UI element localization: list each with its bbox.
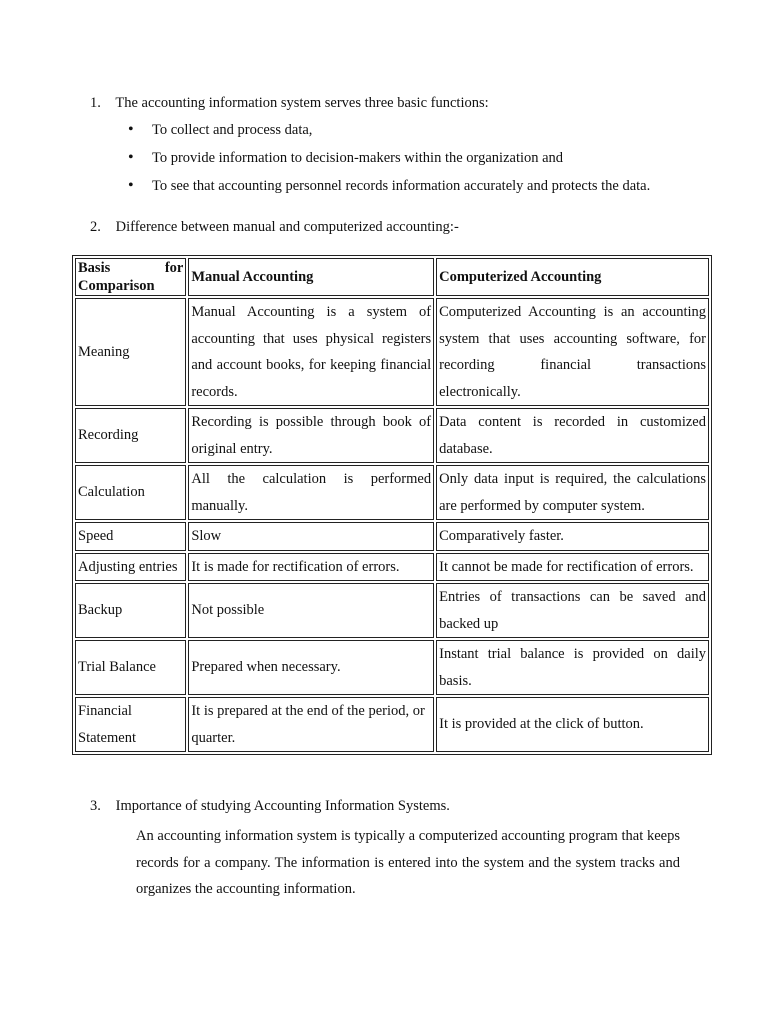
row-manual: Recording is possible through book of original entry.: [188, 408, 434, 463]
table-row: [75, 465, 709, 520]
table-row: [75, 522, 709, 551]
row-manual: It is made for rectification of errors.: [188, 553, 434, 582]
row-computerized: Entries of transactions can be saved and backed up: [436, 583, 709, 638]
row-manual: Slow: [188, 522, 434, 551]
row-basis: Adjusting entries: [75, 553, 186, 582]
section-2-number: 2.: [90, 219, 101, 235]
row-basis: Meaning: [75, 298, 186, 406]
section-1-number: 1.: [90, 95, 101, 111]
list-item: • To collect and process data,: [128, 121, 313, 138]
row-manual: It is prepared at the end of the period, or quarter.: [188, 697, 434, 752]
bullet-icon: •: [128, 121, 134, 138]
row-basis: Speed: [75, 522, 186, 551]
table-row: [75, 408, 709, 463]
functions-list: [90, 120, 730, 204]
row-computerized: Comparatively faster.: [436, 522, 709, 551]
section-importance: [90, 795, 690, 903]
table-row: [75, 697, 709, 752]
section-1-heading: [90, 92, 730, 114]
importance-paragraph: An accounting information system is typically a computerized accounting program that keeps records for a company. The information is entered into the system and the system tracks and organizes the accounting information.: [136, 828, 680, 897]
list-item: • To see that accounting personnel records information accurately and protects the data.: [128, 177, 651, 194]
bullet-icon: •: [128, 177, 134, 194]
row-manual: All the calculation is performed manually.: [188, 465, 434, 520]
row-manual: Prepared when necessary.: [188, 640, 434, 695]
section-3-number: 3.: [90, 798, 101, 814]
section-3-text: Importance of studying Accounting Information Systems.: [115, 798, 450, 814]
header-manual: Manual Accounting: [188, 258, 434, 296]
bullet-icon: •: [128, 149, 134, 166]
row-computerized: It cannot be made for rectification of errors.: [436, 553, 709, 582]
table-row: [75, 640, 709, 695]
row-basis: Backup: [75, 583, 186, 638]
comparison-table: [72, 255, 712, 755]
row-computerized: Instant trial balance is provided on daily basis.: [436, 640, 709, 695]
section-2-heading: [90, 216, 459, 238]
header-computerized: Computerized Accounting: [436, 258, 709, 296]
section-3-heading: [90, 795, 690, 817]
table-header-row: [75, 258, 709, 296]
section-1-text: The accounting information system serves three basic functions:: [115, 95, 489, 111]
row-computerized: Computerized Accounting is an accounting system that uses accounting software, for recording financial transactions electronically.: [436, 298, 709, 406]
table-row: [75, 553, 709, 582]
list-item: • To provide information to decision-makers within the organization and: [128, 149, 564, 166]
row-manual: Not possible: [188, 583, 434, 638]
row-computerized: It is provided at the click of button.: [436, 697, 709, 752]
row-basis: Recording: [75, 408, 186, 463]
row-computerized: Only data input is required, the calculations are performed by computer system.: [436, 465, 709, 520]
header-basis: Basis for Comparison: [75, 258, 186, 296]
section-2-text: Difference between manual and computerized accounting:-: [115, 219, 459, 235]
table-row: [75, 583, 709, 638]
row-basis: Trial Balance: [75, 640, 186, 695]
row-manual: Manual Accounting is a system of accounting that uses physical registers and account books, for keeping financial records.: [188, 298, 434, 406]
row-computerized: Data content is recorded in customized database.: [436, 408, 709, 463]
row-basis: Calculation: [75, 465, 186, 520]
table-row: [75, 298, 709, 406]
section-functions: [90, 92, 730, 204]
row-basis: Financial Statement: [75, 697, 186, 752]
